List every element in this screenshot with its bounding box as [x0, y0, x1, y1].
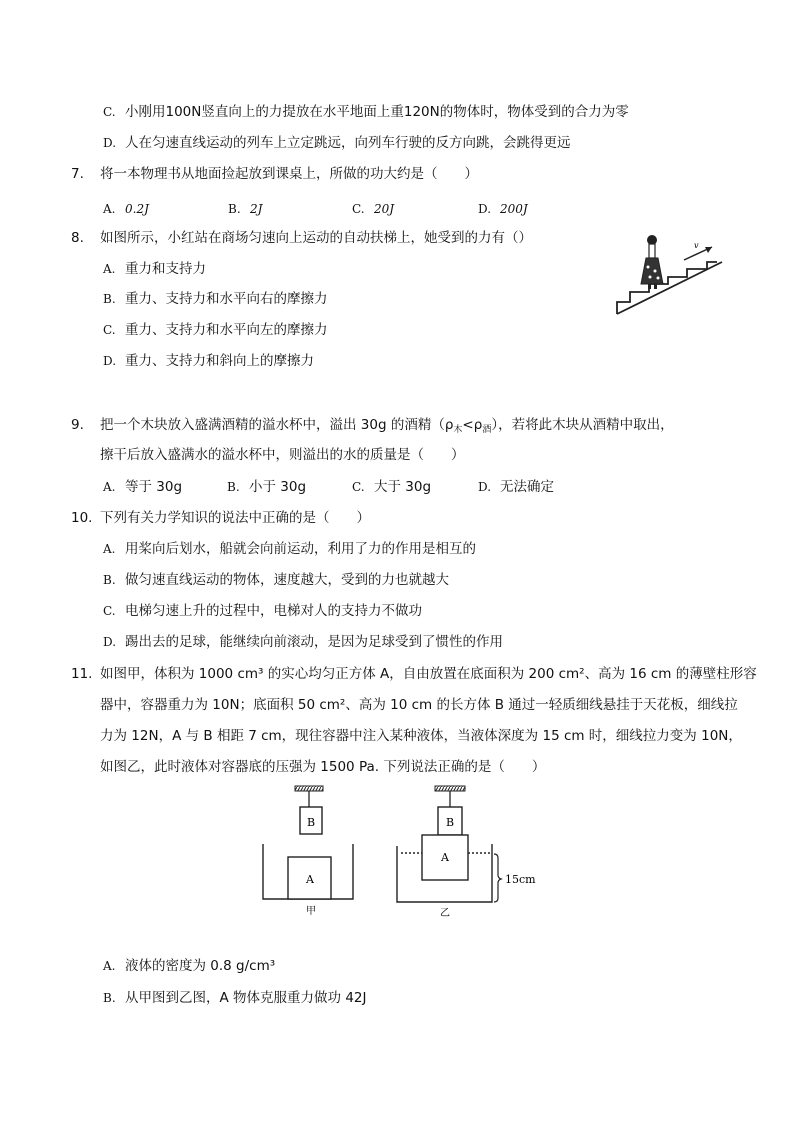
q9-option-b — [227, 477, 306, 497]
option-label: B. — [227, 480, 240, 494]
depth-label: 15cm — [505, 873, 536, 886]
option-text: 液体的密度为 0.8 g/cm³ — [125, 958, 276, 974]
option-label: D. — [103, 354, 117, 368]
option-text: 小刚用100N竖直向上的力提放在水平地面上重120N的物体时，物体受到的合力为零 — [125, 104, 629, 120]
q11-stem-line1: 如图甲，体积为 1000 cm³ 的实心均匀正方体 A，自由放置在底面积为 200 cm²、高为 16 cm 的薄壁柱形容 — [100, 666, 757, 682]
q9-option-d — [478, 477, 554, 497]
q6-option-d — [103, 133, 571, 153]
option-label: B. — [103, 573, 116, 587]
escalator-figure — [612, 222, 724, 322]
q8-option-d — [103, 351, 314, 371]
option-label: B. — [103, 292, 116, 306]
q8-option-c — [103, 320, 328, 340]
q10-option-b — [103, 570, 449, 590]
depth-brace-icon — [494, 854, 501, 902]
q10-number: 10. — [71, 510, 93, 526]
block-a-label: A — [441, 851, 449, 864]
q7-option-c — [352, 199, 394, 219]
block-a-label: A — [306, 873, 314, 886]
option-text: 200J — [500, 202, 528, 216]
q10-option-d — [103, 632, 503, 652]
block-b-label: B — [306, 816, 316, 829]
subscript: 酒 — [482, 425, 492, 435]
option-text: 重力和支持力 — [125, 261, 206, 277]
option-label: B. — [103, 991, 116, 1005]
option-label: C. — [103, 105, 116, 119]
velocity-label: v — [694, 241, 699, 250]
q11-stem-line2: 器中，容器重力为 10N；底面积 50 cm²、高为 10 cm 的长方体 B 通过一轻质细线悬挂于天花板，细线拉 — [100, 697, 738, 713]
option-label: A. — [103, 959, 116, 973]
container-figure — [255, 782, 545, 922]
q10-option-a — [103, 539, 476, 559]
q9-number: 9. — [71, 417, 84, 433]
q9-stem-line1 — [100, 415, 674, 440]
q8-option-b — [103, 289, 328, 309]
option-text: 做匀速直线运动的物体，速度越大，受到的力也就越大 — [125, 572, 449, 588]
q7-option-d — [478, 199, 528, 219]
q11-option-a — [103, 956, 275, 976]
q7-option-a — [103, 199, 149, 219]
subscript: 木 — [453, 425, 463, 435]
option-label: C. — [103, 323, 116, 337]
option-label: A. — [103, 202, 116, 216]
option-text: 无法确定 — [500, 479, 554, 495]
option-text: 重力、支持力和水平向左的摩擦力 — [125, 322, 328, 338]
option-text: 用桨向后划水，船就会向前运动，利用了力的作用是相互的 — [125, 541, 476, 557]
stem-text: ），若将此木块从酒精中取出， — [491, 417, 674, 433]
option-text: 重力、支持力和水平向右的摩擦力 — [125, 291, 328, 307]
q10-option-c — [103, 601, 422, 621]
figure-jia — [263, 786, 353, 917]
q6-option-c — [103, 102, 629, 122]
option-text: 重力、支持力和斜向上的摩擦力 — [125, 353, 314, 369]
q9-option-a — [103, 477, 182, 497]
option-label: D. — [478, 202, 492, 216]
q8-option-a — [103, 259, 206, 279]
option-text: 踢出去的足球，能继续向前滚动，是因为足球受到了惯性的作用 — [125, 634, 503, 650]
q7-option-b — [228, 199, 262, 219]
q11-stem-line4: 如图乙，此时液体对容器底的压强为 1500 Pa. 下列说法正确的是（ ） — [100, 759, 546, 775]
q9-option-c — [352, 477, 431, 497]
option-label: C. — [352, 202, 365, 216]
option-label: A. — [103, 262, 116, 276]
option-text: 2J — [250, 202, 263, 216]
q9-stem-line2: 擦干后放入盛满水的溢水杯中，则溢出的水的质量是（ ） — [100, 447, 465, 463]
option-label: B. — [228, 202, 241, 216]
q11-number: 11. — [71, 666, 93, 682]
option-text: 0.2J — [125, 202, 149, 216]
girl-icon — [641, 235, 663, 289]
q11-stem-line3: 力为 12N，A 与 B 相距 7 cm，现往容器中注入某种液体，当液体深度为 15 cm 时，细线拉力变为 10N， — [100, 728, 742, 744]
option-label: A. — [103, 542, 116, 556]
option-label: A. — [103, 480, 116, 494]
option-label: C. — [352, 480, 365, 494]
option-label: D. — [103, 136, 117, 150]
q11-option-b — [103, 988, 366, 1008]
option-text: 电梯匀速上升的过程中，电梯对人的支持力不做功 — [125, 603, 422, 619]
figure-yi — [397, 786, 536, 919]
stem-text: 把一个木块放入盛满酒精的溢水杯中，溢出 30g 的酒精（ρ — [100, 417, 454, 433]
option-text: 人在匀速直线运动的列车上立定跳远，向列车行驶的反方向跳，会跳得更远 — [125, 135, 571, 151]
q8-stem: 如图所示，小红站在商场匀速向上运动的自动扶梯上，她受到的力有（） — [100, 230, 532, 246]
caption-jia: 甲 — [306, 906, 316, 917]
option-label: C. — [103, 604, 116, 618]
q7-number: 7. — [71, 166, 84, 182]
stem-text: <ρ — [462, 417, 483, 433]
q7-stem: 将一本物理书从地面捡起放到课桌上，所做的功大约是（ ） — [100, 166, 478, 182]
option-text: 20J — [374, 202, 395, 216]
option-text: 等于 30g — [125, 479, 183, 495]
option-label: D. — [478, 480, 492, 494]
option-text: 小于 30g — [249, 479, 307, 495]
option-label: D. — [103, 635, 117, 649]
block-b-label: B — [445, 816, 455, 829]
q10-stem: 下列有关力学知识的说法中正确的是（ ） — [100, 510, 370, 526]
option-text: 大于 30g — [374, 479, 432, 495]
caption-yi: 乙 — [440, 908, 450, 919]
option-text: 从甲图到乙图，A 物体克服重力做功 42J — [125, 990, 367, 1006]
q8-number: 8. — [71, 230, 84, 246]
